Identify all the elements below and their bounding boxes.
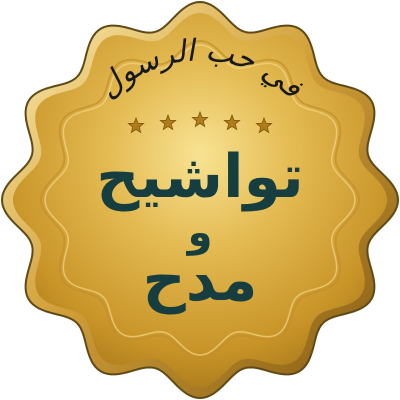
title-line-2: و [187,210,213,256]
title-line-3: مدح [142,245,258,315]
arc-caption: في حب الرسول [91,33,310,106]
title-line-1: تواشيح [96,142,304,212]
